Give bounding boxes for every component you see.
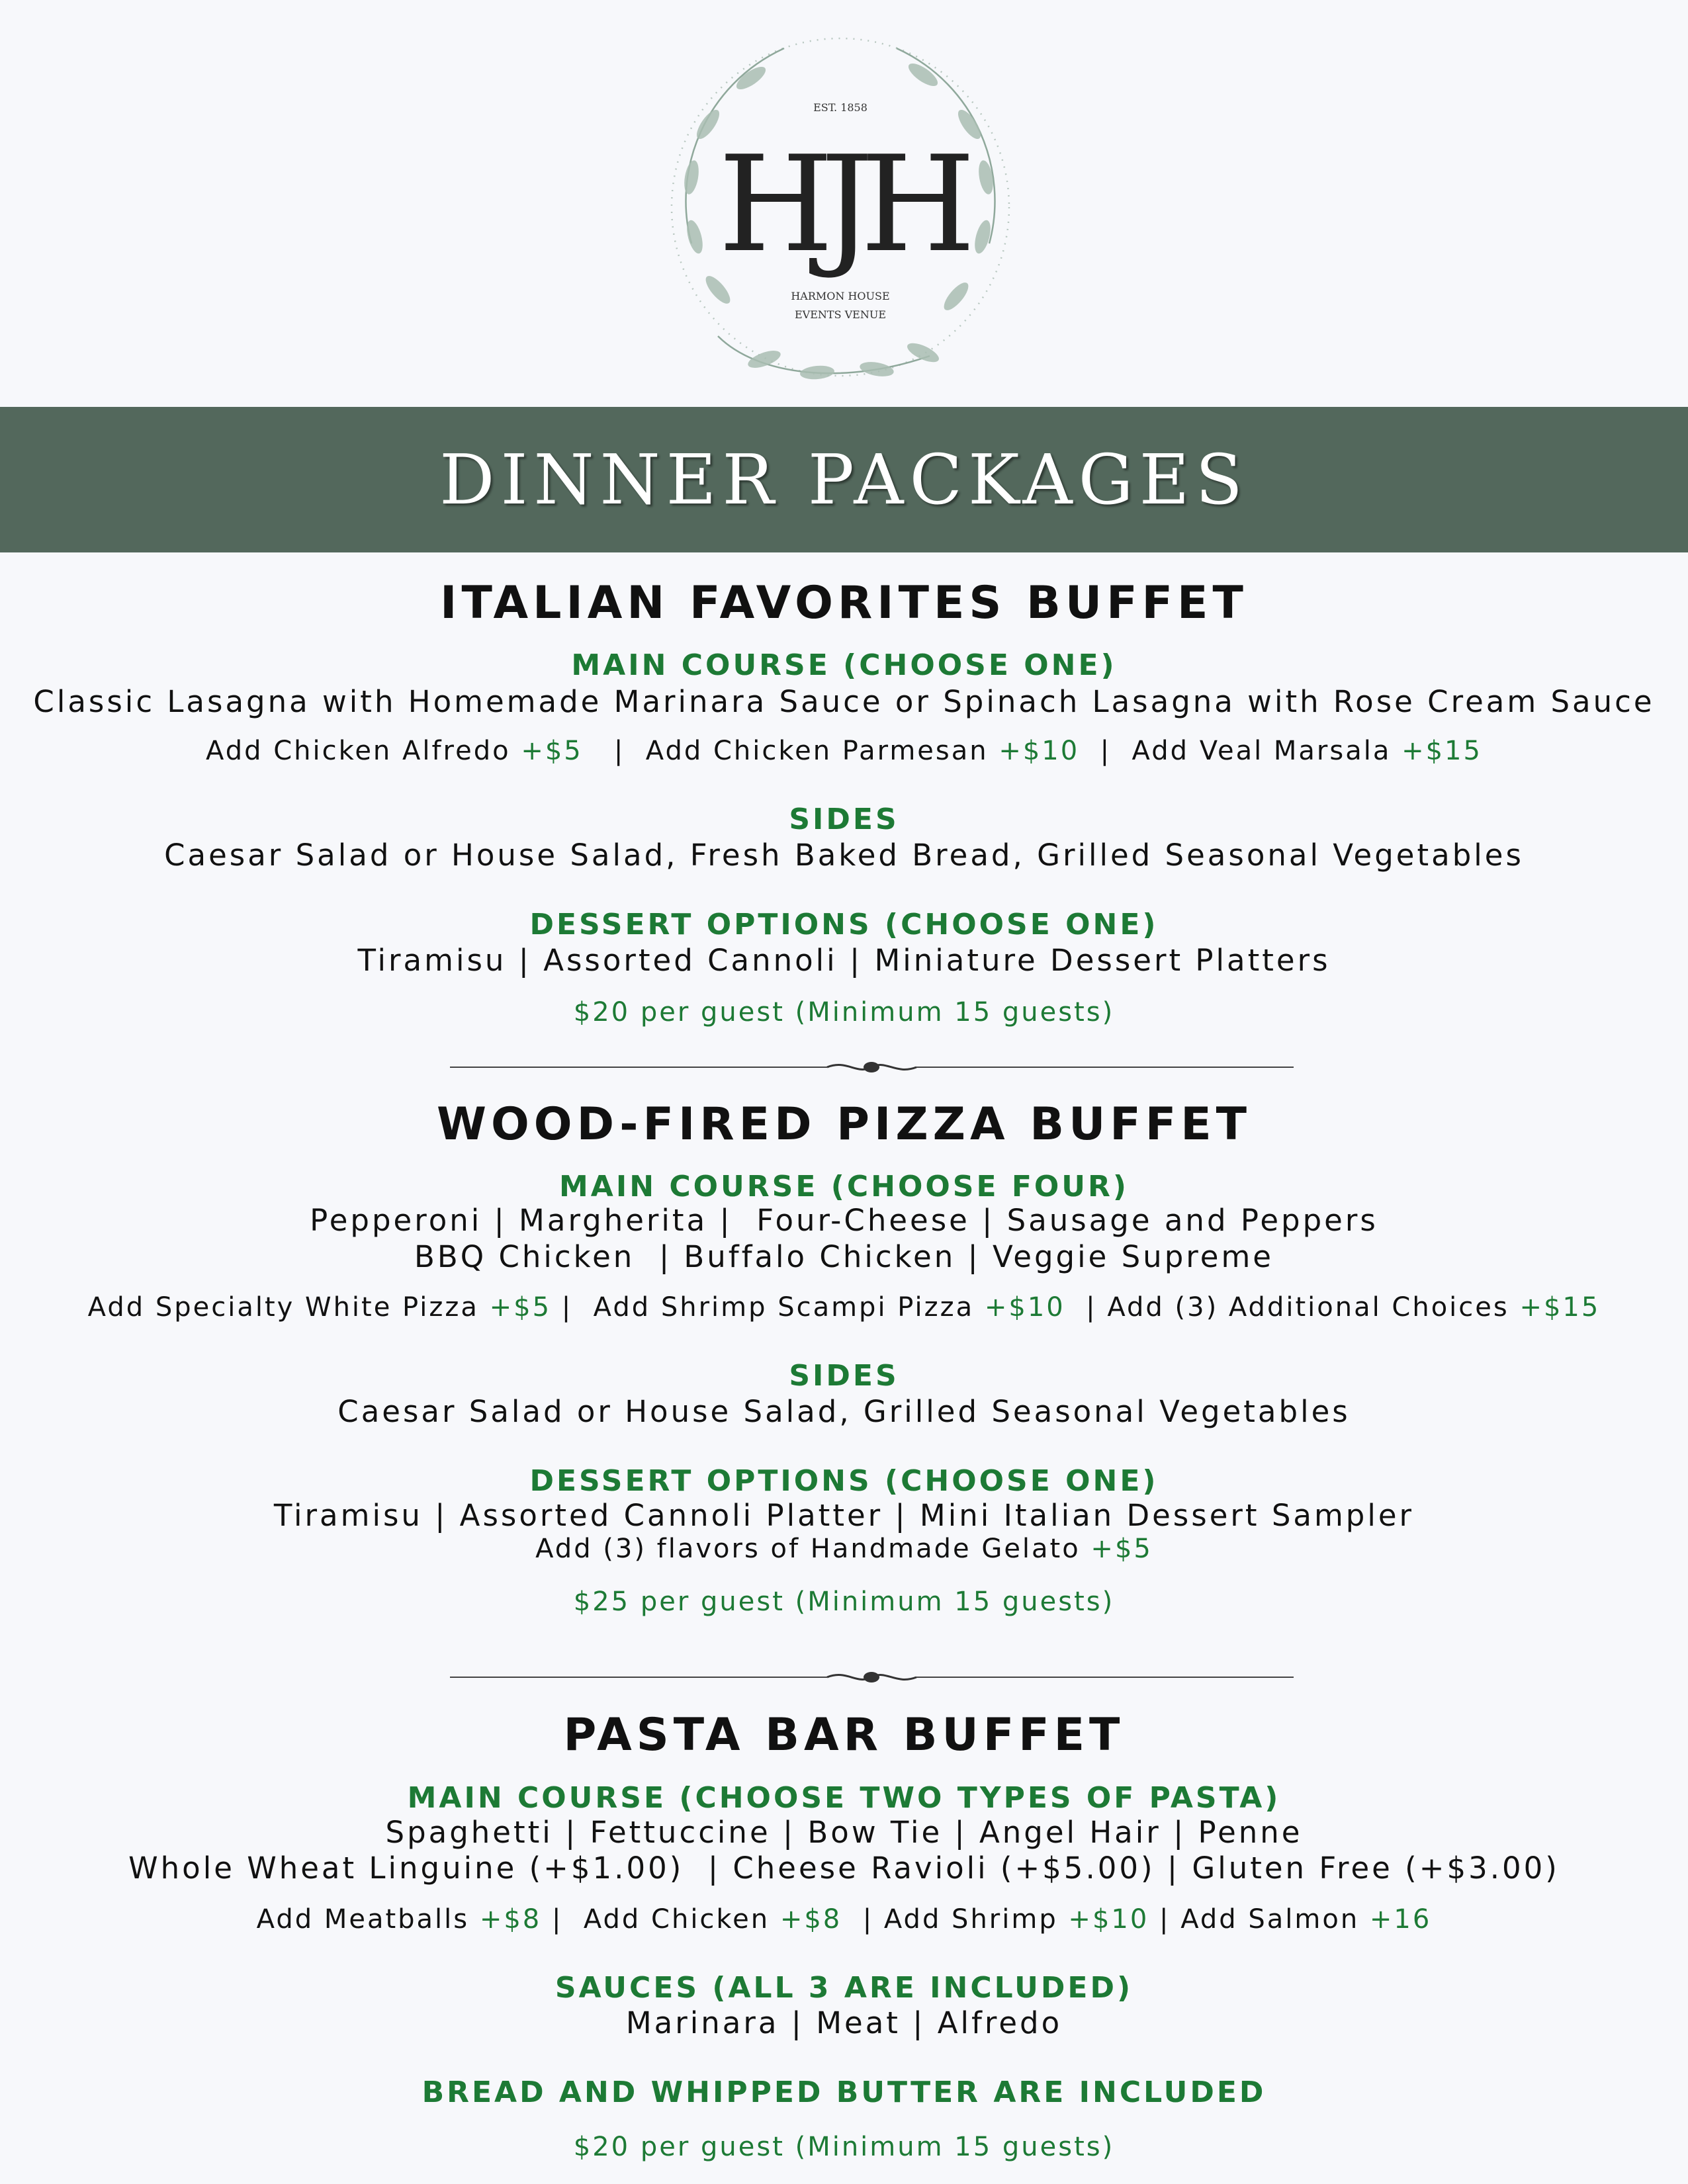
addon-separator: | — [1079, 736, 1132, 766]
logo-monogram: HJH — [718, 128, 963, 282]
addon-price: +$8 — [479, 1904, 542, 1935]
pizza-sides-body: Caesar Salad or House Salad, Grilled Seasonal Vegetables — [337, 1394, 1351, 1429]
italian-sides-heading: SIDES — [789, 803, 899, 836]
pizza-addons — [0, 1292, 1688, 1323]
pizza-dessert-heading: DESSERT OPTIONS (CHOOSE ONE) — [529, 1464, 1159, 1498]
logo-name-line2: EVENTS VENUE — [794, 308, 887, 321]
pasta-sauces-heading: SAUCES (ALL 3 ARE INCLUDED) — [555, 1971, 1133, 2005]
italian-dessert-heading: DESSERT OPTIONS (CHOOSE ONE) — [529, 908, 1159, 941]
pizza-title: WOOD-FIRED PIZZA BUFFET — [436, 1098, 1252, 1151]
addon-separator: | — [842, 1904, 884, 1935]
ornamental-divider — [450, 1054, 1294, 1080]
addon-price: +$10 — [984, 1292, 1065, 1323]
addon-label: Add (3) flavors of Handmade Gelato — [535, 1534, 1091, 1564]
addon-label: Add Specialty White Pizza — [87, 1292, 490, 1323]
pizza-price: $25 per guest (Minimum 15 guests) — [573, 1587, 1115, 1617]
ornamental-divider — [450, 1664, 1294, 1690]
addon-separator: | — [551, 1292, 594, 1323]
addon-price: +$8 — [779, 1904, 842, 1935]
italian-main-heading: MAIN COURSE (CHOOSE ONE) — [571, 648, 1117, 682]
page-title: DINNER PACKAGES — [439, 439, 1249, 520]
addon-separator: | — [541, 1904, 584, 1935]
pasta-main-line1: Spaghetti | Fettuccine | Bow Tie | Angel Hair | Penne — [385, 1815, 1303, 1850]
addon-label: Add Shrimp — [883, 1904, 1069, 1935]
addon-separator: | — [1149, 1904, 1181, 1935]
addon-price: +$10 — [999, 736, 1080, 766]
addon-price: +$5 — [1090, 1534, 1153, 1564]
addon-label: Add Shrimp Scampi Pizza — [593, 1292, 985, 1323]
addon-separator: | — [1065, 1292, 1108, 1323]
logo-established: EST. 1858 — [813, 101, 867, 114]
addon-separator: | — [582, 736, 646, 766]
pasta-price: $20 per guest (Minimum 15 guests) — [573, 2132, 1115, 2162]
italian-price: $20 per guest (Minimum 15 guests) — [573, 997, 1115, 1027]
harmon-house-logo — [645, 25, 1036, 396]
pasta-title: PASTA BAR BUFFET — [563, 1709, 1125, 1761]
logo-name-line1: HARMON HOUSE — [791, 290, 890, 302]
addon-price: +$5 — [489, 1292, 552, 1323]
addon-price: +$15 — [1519, 1292, 1601, 1323]
pasta-bread-heading: BREAD AND WHIPPED BUTTER ARE INCLUDED — [422, 2075, 1266, 2109]
addon-label: Add (3) Additional Choices — [1107, 1292, 1520, 1323]
addon-price: +$10 — [1068, 1904, 1149, 1935]
pizza-gelato-addon — [0, 1534, 1688, 1564]
italian-sides-body: Caesar Salad or House Salad, Fresh Baked Bread, Grilled Seasonal Vegetables — [164, 838, 1524, 873]
pizza-main-heading: MAIN COURSE (CHOOSE FOUR) — [559, 1170, 1129, 1203]
pasta-main-line2: Whole Wheat Linguine (+$1.00) | Cheese Ravioli (+$5.00) | Gluten Free (+$3.00) — [128, 1851, 1560, 1886]
pizza-main-line2: BBQ Chicken | Buffalo Chicken | Veggie Supreme — [414, 1239, 1274, 1274]
italian-addons — [0, 736, 1688, 766]
italian-title: ITALIAN FAVORITES BUFFET — [440, 577, 1248, 629]
pizza-sides-heading: SIDES — [789, 1359, 899, 1393]
italian-main-body: Classic Lasagna with Homemade Marinara Sauce or Spinach Lasagna with Rose Cream Sauce — [33, 684, 1655, 719]
addon-price: +$15 — [1401, 736, 1482, 766]
pizza-dessert-body: Tiramisu | Assorted Cannoli Platter | Mini Italian Dessert Sampler — [273, 1498, 1415, 1533]
addon-label: Add Chicken Parmesan — [645, 736, 999, 766]
addon-label: Add Salmon — [1180, 1904, 1370, 1935]
pasta-sauces-body: Marinara | Meat | Alfredo — [625, 2005, 1063, 2040]
addon-label: Add Veal Marsala — [1132, 736, 1402, 766]
italian-dessert-body: Tiramisu | Assorted Cannoli | Miniature Dessert Platters — [357, 943, 1331, 978]
pasta-main-heading: MAIN COURSE (CHOOSE TWO TYPES OF PASTA) — [407, 1781, 1281, 1815]
addon-label: Add Chicken Alfredo — [206, 736, 521, 766]
addon-label: Add Chicken — [583, 1904, 780, 1935]
addon-price: +16 — [1369, 1904, 1432, 1935]
addon-label: Add Meatballs — [256, 1904, 480, 1935]
addon-price: +$5 — [521, 736, 583, 766]
pizza-main-line1: Pepperoni | Margherita | Four-Cheese | Sausage and Peppers — [310, 1203, 1378, 1238]
pasta-addons — [0, 1904, 1688, 1935]
header-banner — [0, 407, 1688, 552]
